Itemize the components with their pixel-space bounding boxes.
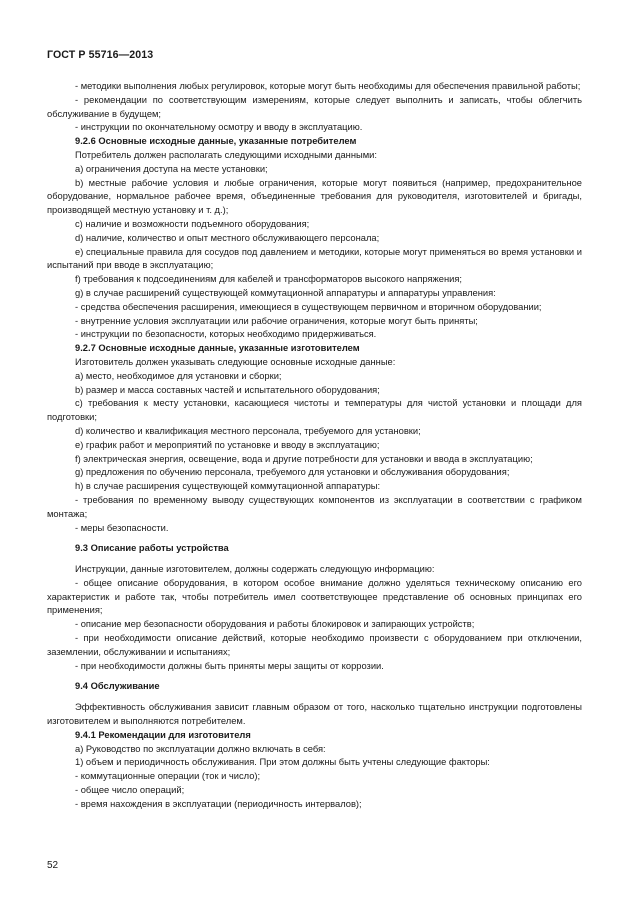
paragraph: e) график работ и мероприятий по установке и вводу в эксплуатацию; [75,439,380,450]
paragraph: h) в случае расширения существующей коммутационной аппаратуры: [75,481,381,492]
paragraph: g) предложения по обучению персонала, требуемого для установки и обслуживания оборудования; [75,467,510,478]
paragraph: b) местные рабочие условия и любые ограничения, которые могут появиться (например, предохранительное оборудование, нормальное рабочее время, объединенные требования для руководителя, изготовителей и бригады, производящей местную установку и т. д.); [47,177,582,216]
paragraph: Инструкции, данные изготовителем, должны содержать следующую информацию: [75,564,435,575]
paragraph: 1) объем и периодичность обслуживания. При этом должны быть учтены следующие факторы: [75,757,490,768]
paragraph: d) наличие, количество и опыт местного обслуживающего персонала; [75,232,380,243]
paragraph: a) Руководство по эксплуатации должно включать в себя: [75,743,326,754]
page-number: 52 [47,860,59,871]
paragraph: f) требования к подсоединениям для кабелей и трансформаторов высокого напряжения; [75,274,463,285]
section-heading: 9.4 Обслуживание [75,681,160,692]
paragraph: d) количество и квалификация местного персонала, требуемого для установки; [75,425,421,436]
paragraph: - при необходимости описание действий, которые необходимо произвести с оборудованием при отключении, заземлении, обслуживании и испытаниях; [47,633,582,657]
paragraph: Изготовитель должен указывать следующие основные исходные данные: [75,356,396,367]
paragraph: g) в случае расширений существующей коммутационной аппаратуры и аппаратуры управления: [75,287,496,298]
paragraph: c) наличие и возможности подъемного оборудования; [75,218,310,229]
paragraph: a) ограничения доступа на месте установки; [75,163,268,174]
paragraph: - коммутационные операции (ток и число); [75,771,261,782]
section-heading: 9.2.6 Основные исходные данные, указанные потребителем [75,136,357,147]
paragraph: - требования по временному выводу существующих компонентов из эксплуатации в соответствии с графиком монтажа; [47,494,582,519]
paragraph: - при необходимости должны быть приняты меры защиты от коррозии. [75,660,384,671]
section-heading: 9.4.1 Рекомендации для изготовителя [75,729,251,740]
paragraph: - меры безопасности. [75,522,169,533]
paragraph: f) электрическая энергия, освещение, вода и другие потребности для установки и ввода в эксплуатацию; [75,453,533,464]
paragraph: - средства обеспечения расширения, имеющиеся в существующем первичном и вторичном оборудовании; [75,301,542,312]
paragraph: a) место, необходимое для установки и сборки; [75,370,282,381]
paragraph: - внутренние условия эксплуатации или рабочие ограничения, которые могут быть приняты; [75,315,478,326]
paragraph: - общее число операций; [75,785,185,796]
paragraph: Эффективность обслуживания зависит главным образом от того, насколько тщательно инструкции подготовлены изготовителем и выполняются потребителем. [47,702,582,727]
paragraph: - общее описание оборудования, в котором особое внимание должно уделяться техническому описанию его характеристик и работе так, чтобы потребитель имел соответствующее представление об основных принципах его применения; [47,577,582,616]
document-header: ГОСТ Р 55716—2013 [47,49,154,61]
document-body [47,80,582,812]
section-heading: 9.3 Описание работы устройства [75,543,229,554]
section-heading: 9.2.7 Основные исходные данные, указанные изготовителем [75,343,360,354]
paragraph: - рекомендации по соответствующим измерениям, которые следует выполнить и записать, чтобы облегчить обслуживание в будущем; [47,94,582,119]
paragraph: e) специальные правила для сосудов под давлением и методики, которые могут применяться во время установки и испытаний при вводе в эксплуатацию; [47,246,582,271]
paragraph: Потребитель должен располагать следующими исходными данными: [75,149,377,160]
paragraph: - инструкции по безопасности, которых необходимо придерживаться. [75,329,377,340]
paragraph: - время нахождения в эксплуатации (периодичность интервалов); [75,798,362,809]
paragraph: - инструкции по окончательному осмотру и вводу в эксплуатацию. [75,122,363,133]
paragraph: c) требования к месту установки, касающиеся чистоты и температуры для чистой установки и площади для подготовки; [47,398,582,423]
paragraph: - описание мер безопасности оборудования и работы блокировок и запирающих устройств; [75,619,475,630]
paragraph: b) размер и масса составных частей и испытательного оборудования; [75,384,380,395]
paragraph: - методики выполнения любых регулировок, которые могут быть необходимы для обеспечения правильной работы; [75,81,581,91]
